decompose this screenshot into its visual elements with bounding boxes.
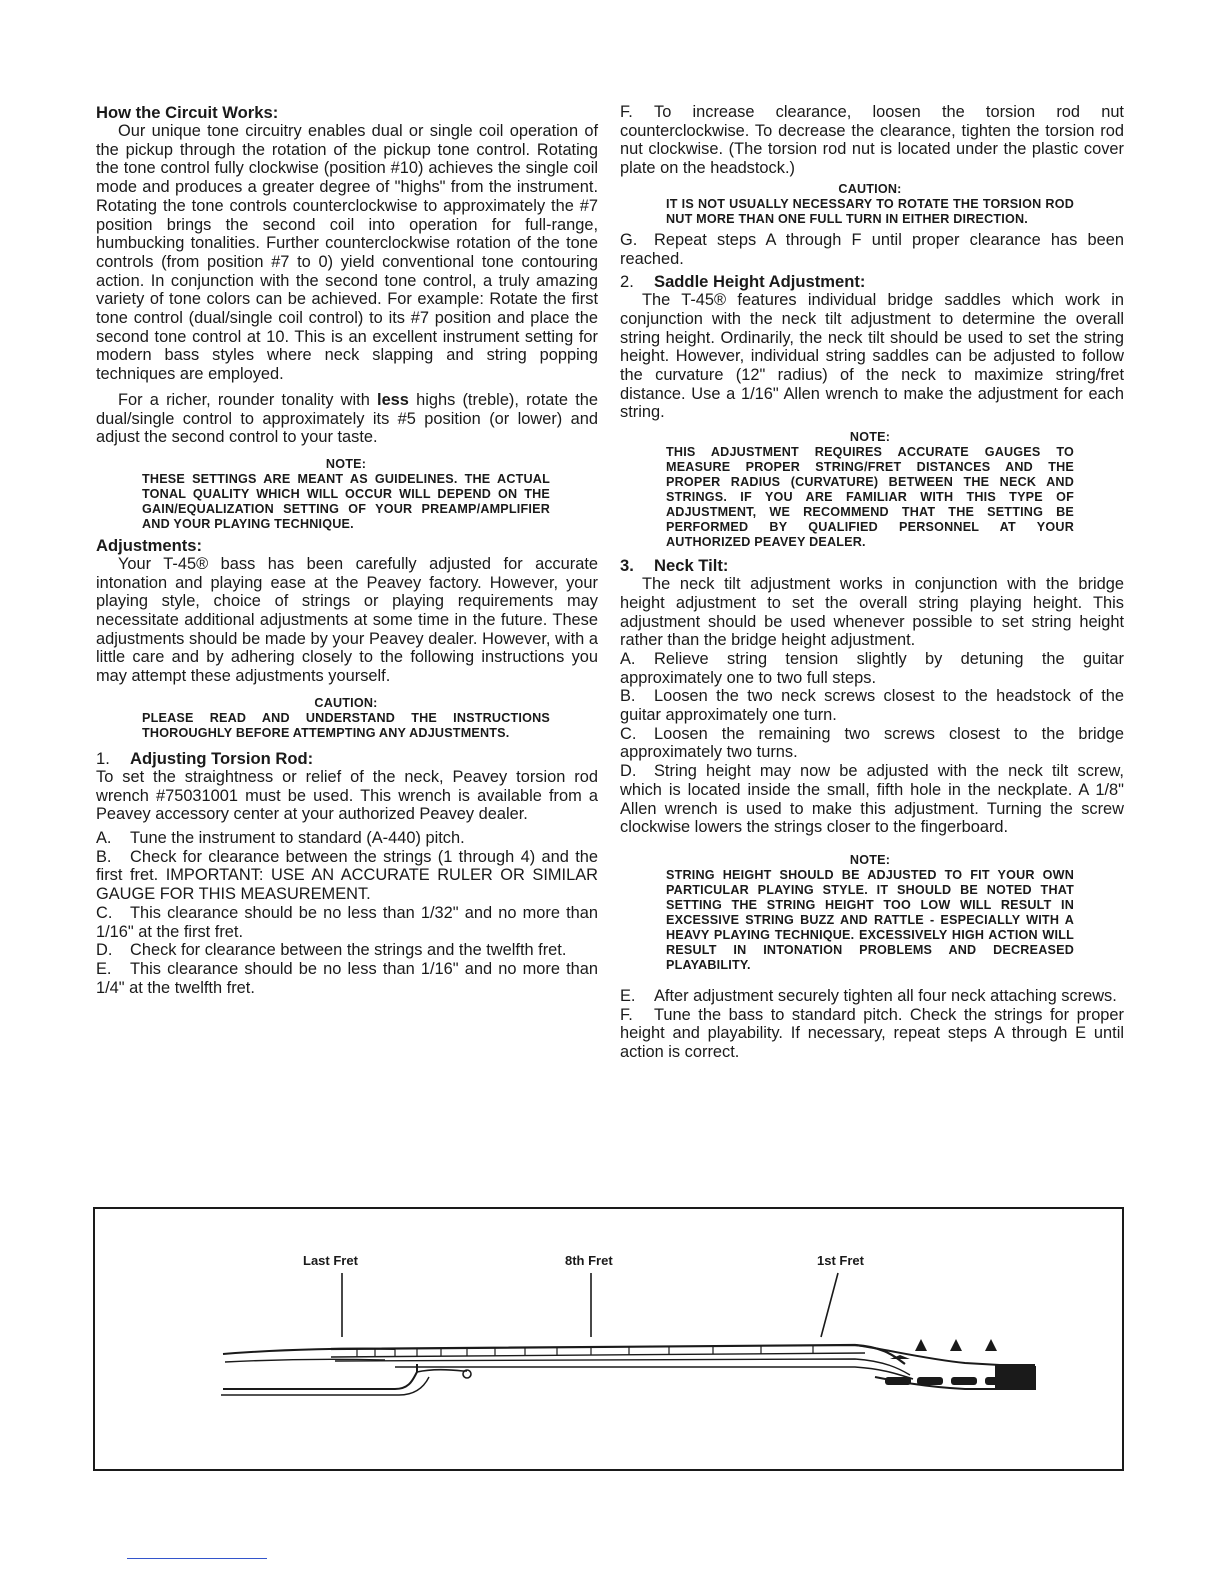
tilt-step-item (620, 987, 1124, 1006)
caution-title: CAUTION: (838, 181, 902, 196)
step-item (96, 904, 598, 941)
torsion-rod-paragraph: To set the straightness or relief of the neck, Peavey torsion rod wrench #75031001 must be used. This wrench is available from a Peavey accessory center at your authorized Peavey dealer. (96, 767, 598, 824)
circuit-p2-text-b: highs (treble), rotate the dual/single control to approximately its #5 position (or lower) and adjust the second control to your taste. (96, 390, 599, 447)
adjustments-paragraph: Your T-45® bass has been carefully adjusted for accurate intonation and playing ease at the Peavey factory. However, your playing style, choice of strings or playing requirements may necessitate additional adjustments at some time in the future. These adjustments should be made by your Peavey dealer. However, with a little care and by adhering closely to the following instructions you may attempt these adjustments yourself. (96, 554, 598, 686)
step-text: This clearance should be no less than 1/16" and no more than 1/4" at the twelfth fret. (96, 959, 598, 997)
note-title: NOTE: (325, 456, 367, 471)
step-label: A. (620, 649, 636, 668)
step-text: String height may now be adjusted with the neck tilt screw, which is located inside the small, fifth hole in the neckplate. A 1/8" Allen wrench is used to make this adjustment. Turning the screw clockwise lowers the strings closer to the fingerboard. (620, 762, 1124, 837)
saddle-number: 2. (620, 272, 634, 292)
step-label: E. (620, 986, 636, 1005)
bass-neck-figure (93, 1207, 1124, 1471)
caution-body: IT IS NOT USUALLY NECESSARY TO ROTATE THE TORSION ROD NUT MORE THAN ONE FULL TURN IN EITHER DIRECTION. (666, 196, 1074, 226)
caution-torsion-turn (666, 182, 1074, 227)
step-label: C. (620, 724, 637, 743)
step-label: A. (96, 828, 112, 847)
step-text: After adjustment securely tighten all four neck attaching screws. (654, 986, 1117, 1005)
tilt-step-item (620, 1006, 1124, 1062)
caution-title: CAUTION: (314, 695, 378, 710)
step-text: Loosen the two neck screws closest to the headstock of the guitar approximately one turn. (620, 687, 1124, 725)
neck-tilt-title: Neck Tilt: (654, 556, 729, 576)
step-label: C. (96, 903, 113, 922)
circuit-paragraph-1: Our unique tone circuitry enables dual or single coil operation of the pickup through the rotation of the pickup tone control. Rotating the tone control fully clockwise (position #10) achieves the single coil mode and produces a greater degree of "highs" from the instrument. Rotating the tone controls counterclockwise to approximately the #7 position brings the second coil into operation for full-range, humbucking tonalities. Further counterclockwise rotation of the tone controls (from position #7 to 0) yield conventional tone contouring action. In conjunction with the second tone control, a truly amazing variety of tone colors can be achieved. For example: Rotate the first tone control (dual/single coil control) to its #7 position and place the second tone control at 10. This is an excellent instrument setting for modern bass styles where neck slapping and string popping techniques are employed. (96, 122, 598, 384)
note-body: THESE SETTINGS ARE MEANT AS GUIDELINES. THE ACTUAL TONAL QUALITY WHICH WILL OCCUR WILL DEPEND ON THE GAIN/EQUALIZATION SETTING OF YOUR PREAMP/AMPLIFIER AND YOUR PLAYING TECHNIQUE. (142, 471, 550, 531)
step-item (96, 960, 598, 997)
step-item (96, 941, 598, 960)
circuit-p2-text-a: For a richer, rounder tonality with (118, 390, 378, 409)
step-label: D. (620, 762, 637, 781)
left-column (96, 103, 598, 997)
torsion-steps-list (96, 829, 598, 997)
label-1st-fret: 1st Fret (817, 1253, 864, 1268)
torsion-rod-title: Adjusting Torsion Rod: (130, 748, 314, 768)
neck-tilt-number: 3. (620, 556, 634, 576)
neck-tilt-heading (620, 556, 1124, 575)
neck-tilt-paragraph: The neck tilt adjustment works in conjunction with the bridge height adjustment to set the overall string playing height. This adjustment should be used whenever possible to set string height rather than the bridge height adjustment. (620, 575, 1124, 650)
note-body: THIS ADJUSTMENT REQUIRES ACCURATE GAUGES TO MEASURE PROPER STRING/FRET DISTANCES AND THE PROPER RADIUS (CURVATURE) BETWEEN THE NECK AND STRINGS. IF YOU ARE FAMILIAR WITH THIS TYPE OF ADJUSTMENT, WE RECOMMEND THAT THE SETTING BE PERFORMED BY QUALIFIED PERSONNEL AT YOUR AUTHORIZED PEAVEY DEALER. (666, 445, 1074, 550)
bass-neck-illustration (95, 1209, 1122, 1469)
step-text: Repeat steps A through F until proper clearance has been reached. (620, 230, 1124, 268)
tilt-step-item (620, 687, 1124, 724)
note-title: NOTE: (849, 852, 891, 867)
note-body: STRING HEIGHT SHOULD BE ADJUSTED TO FIT YOUR OWN PARTICULAR PLAYING STYLE. IT SHOULD BE NOTED THAT SETTING THE STRING HEIGHT TOO LOW WILL RESULT IN EXCESSIVE STRING BUZZ AND RATTLE - ESPECIALLY WITH A HEAVY PLAYING TECHNIQUE. EXCESSIVELY HIGH ACTION WILL RESULT IN INTONATION PROBLEMS AND DECREASED PLAYABILITY. (666, 867, 1074, 972)
note-settings-guidelines (142, 457, 550, 532)
note-string-height (666, 853, 1074, 973)
saddle-paragraph: The T-45® features individual bridge saddles which work in conjunction with the neck tilt adjustment to determine the overall string height. Ordinarily, the neck tilt should be used to set the string height. However, individual string saddles can be adjusted to follow the curvature (12" radius) of the neck to maximize string/fret distance. Use a 1/16" Allen wrench to make the adjustment for each string. (620, 291, 1124, 422)
step-text: Tune the bass to standard pitch. Check the strings for proper height and playability. If necessary, repeat steps A through E until action is correct. (620, 1005, 1124, 1062)
caution-body: PLEASE READ AND UNDERSTAND THE INSTRUCTIONS THOROUGHLY BEFORE ATTEMPTING ANY ADJUSTMENTS. (142, 710, 550, 740)
torsion-step-f (620, 103, 1124, 178)
saddle-title: Saddle Height Adjustment: (654, 272, 866, 292)
step-text: To increase clearance, loosen the torsion rod nut counterclockwise. To decrease the clearance, tighten the torsion rod nut clockwise. (The torsion rod nut is located under the plastic cover plate on the headstock.) (620, 103, 1124, 178)
caution-read-instructions (142, 696, 550, 741)
step-text: This clearance should be no less than 1/32" and no more than 1/16" at the first fret. (96, 903, 598, 941)
label-last-fret: Last Fret (303, 1253, 358, 1268)
step-label: F. (620, 103, 633, 121)
step-item (96, 848, 598, 904)
step-label: E. (96, 959, 112, 978)
step-label: G. (620, 230, 638, 249)
tilt-step-item (620, 650, 1124, 687)
tilt-step-item (620, 725, 1124, 762)
saddle-heading (620, 272, 1124, 291)
circuit-p2-bold: less (377, 390, 409, 409)
step-text: Check for clearance between the strings (1 through 4) and the first fret. IMPORTANT: USE AN ACCURATE RULER OR SIMILAR GAUGE FOR THIS MEASUREMENT. (96, 847, 598, 904)
step-label: D. (96, 941, 113, 960)
torsion-rod-heading (96, 749, 598, 768)
right-column (620, 103, 1124, 1062)
adjustments-heading: Adjustments: (96, 535, 203, 555)
label-8th-fret: 8th Fret (565, 1253, 613, 1268)
step-text: Relieve string tension slightly by detuning the guitar approximately one to two full steps. (620, 649, 1124, 687)
note-saddle-gauges (666, 430, 1074, 550)
torsion-rod-number: 1. (96, 748, 110, 768)
step-label: B. (96, 847, 112, 866)
step-text: Check for clearance between the strings and the twelfth fret. (130, 941, 567, 960)
step-label: F. (620, 1005, 633, 1024)
step-text: Loosen the remaining two screws closest to the bridge approximately two turns. (620, 724, 1124, 762)
torsion-step-g (620, 231, 1124, 268)
note-title: NOTE: (849, 430, 891, 445)
circuit-paragraph-2 (96, 391, 598, 447)
circuit-heading: How the Circuit Works: (96, 103, 279, 122)
footer-link-underline (127, 1558, 267, 1559)
step-item (96, 829, 598, 848)
step-text: Tune the instrument to standard (A-440) pitch. (130, 828, 465, 847)
step-label: B. (620, 687, 636, 706)
tilt-step-item (620, 762, 1124, 837)
